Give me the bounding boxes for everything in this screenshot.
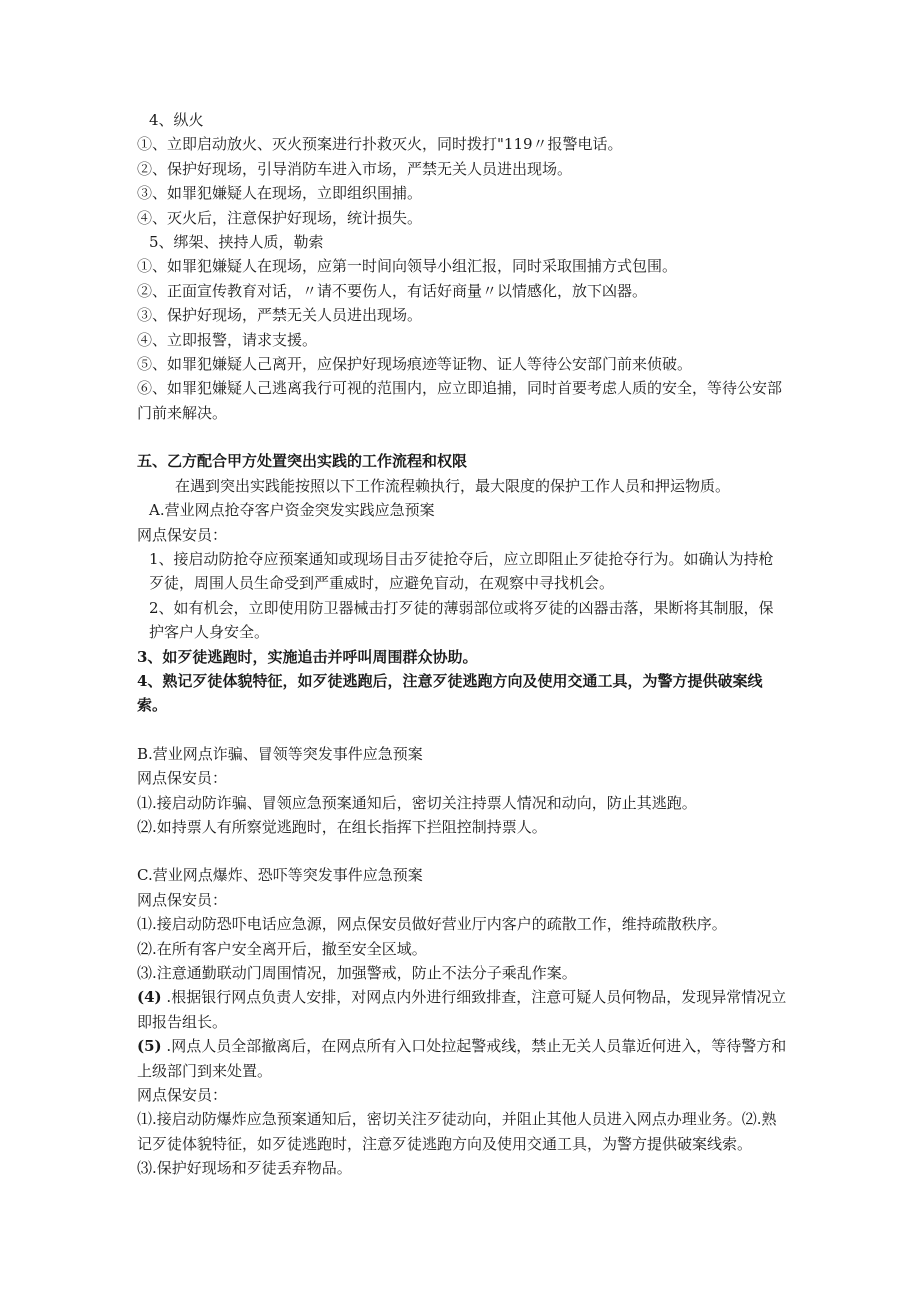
item-number: (4) [137,988,162,1007]
paragraph: ⑶.保护好现场和歹徒丢弃物品。 [137,1159,352,1178]
list-item: ②、保护好现场，引导消防车进入市场，严禁无关人员进出现场。 [137,159,573,178]
list-item: ⑴.接启动防恐吓电话应急源，网点保安员做好营业厅内客户的疏散工作，维持疏散秩序。 [137,915,727,934]
list-item: ⑤、如罪犯嫌疑人己离开，应保护好现场痕迹等证物、证人等待公安部门前来侦破。 [137,355,693,374]
list-item: 3、如歹徒逃跑时，实施追击并呼叫周围群众协助。 [137,647,478,666]
list-item: ③、如罪犯嫌疑人在现场，立即组织围捕。 [137,184,423,203]
item-text: .根据银行网点负责人安排，对网点内外进行细致排查，注意可疑人员何物品，发现异常情况立即报告组长。 [137,988,787,1031]
plan-b-title: B.营业网点诈骗、冒领等突发事件应急预案 [137,744,423,763]
document-page [137,108,787,1181]
list-item: ④、立即报警，请求支援。 [137,330,318,349]
list-item: ⑶.注意通勤联动门周围情况，加强警戒，防止不法分子乘乱作案。 [137,964,577,982]
kidnap-title: 5、绑架、挟持人质，勒索 [149,233,324,252]
list-item: ③、保护好现场，严禁无关人员进出现场。 [137,306,423,325]
list-item: 2、如有机会，立即使用防卫器械击打歹徒的薄弱部位或将歹徒的凶器击落，果断将其制服，保护客户人身安全。 [149,598,774,642]
arson-title: 4、纵火 [149,111,204,129]
list-item: ⑴.接启动防诈骗、冒领应急预案通知后，密切关注持票人情况和动向，防止其逃跑。 [137,793,697,812]
list-item [137,985,787,1034]
list-item [137,1034,787,1083]
list-item: ⑵.在所有客户安全离开后，撤至安全区域。 [137,939,427,958]
list-item: ①、立即启动放火、灭火预案进行扑救灭火，同时拨打"119〃报警电话。 [137,135,623,154]
section-heading: 五、乙方配合甲方处置突出实践的工作流程和权限 [137,452,468,471]
role-label: 网点保安员： [137,890,228,909]
plan-c-title: C.营业网点爆炸、恐吓等突发事件应急预案 [137,866,423,885]
list-item: ⑵.如持票人有所察觉逃跑时，在组长指挥下拦阻控制持票人。 [137,817,547,836]
item-text: .网点人员全部撤离后，在网点所有入口处拉起警戒线，禁止无关人员靠近何进入，等待警方和上级部门到来处置。 [137,1037,787,1080]
list-item: ②、正面宣传教育对话，〃请不要伤人，有话好商量〃以情感化，放下凶器。 [137,281,648,300]
role-label: 网点保安员： [137,769,228,788]
section-intro: 在遇到突出实践能按照以下工作流程赖执行，最大限度的保护工作人员和押运物质。 [175,476,731,495]
list-item: 4、熟记歹徒体貌特征，如歹徒逃跑后，注意歹徒逃跑方向及使用交通工具，为警方提供破案线索。 [137,671,763,715]
list-item: ①、如罪犯嫌疑人在现场，应第一时间向领导小组汇报，同时采取围捕方式包围。 [137,257,678,276]
list-item: 1、接启动防抢夺应预案通知或现场目击歹徒抢夺后，应立即阻止歹徒抢夺行为。如确认为持枪歹徒，周围人员生命受到严重威时，应避免盲动，在观察中寻找机会。 [149,549,774,593]
role-label: 网点保安员： [137,525,228,544]
plan-a-title: A.营业网点抢夺客户资金突发实践应急预案 [149,501,435,520]
item-number: (5) [137,1037,162,1056]
role-label: 网点保安员： [137,1086,228,1105]
list-item: ④、灭火后，注意保护好现场，统计损失。 [137,208,423,227]
list-item: ⑥、如罪犯嫌疑人己逃离我行可视的范围内，应立即追捕，同时首要考虑人质的安全，等待公安部门前来解决。 [137,379,783,422]
paragraph: ⑴.接启动防爆炸应急预案通知后，密切关注歹徒动向，并阻止其他人员进入网点办理业务。⑵.熟记歹徒体貌特征，如歹徒逃跑时，注意歹徒逃跑方向及使用交通工具，为警方提供破案线索。 [137,1110,777,1153]
